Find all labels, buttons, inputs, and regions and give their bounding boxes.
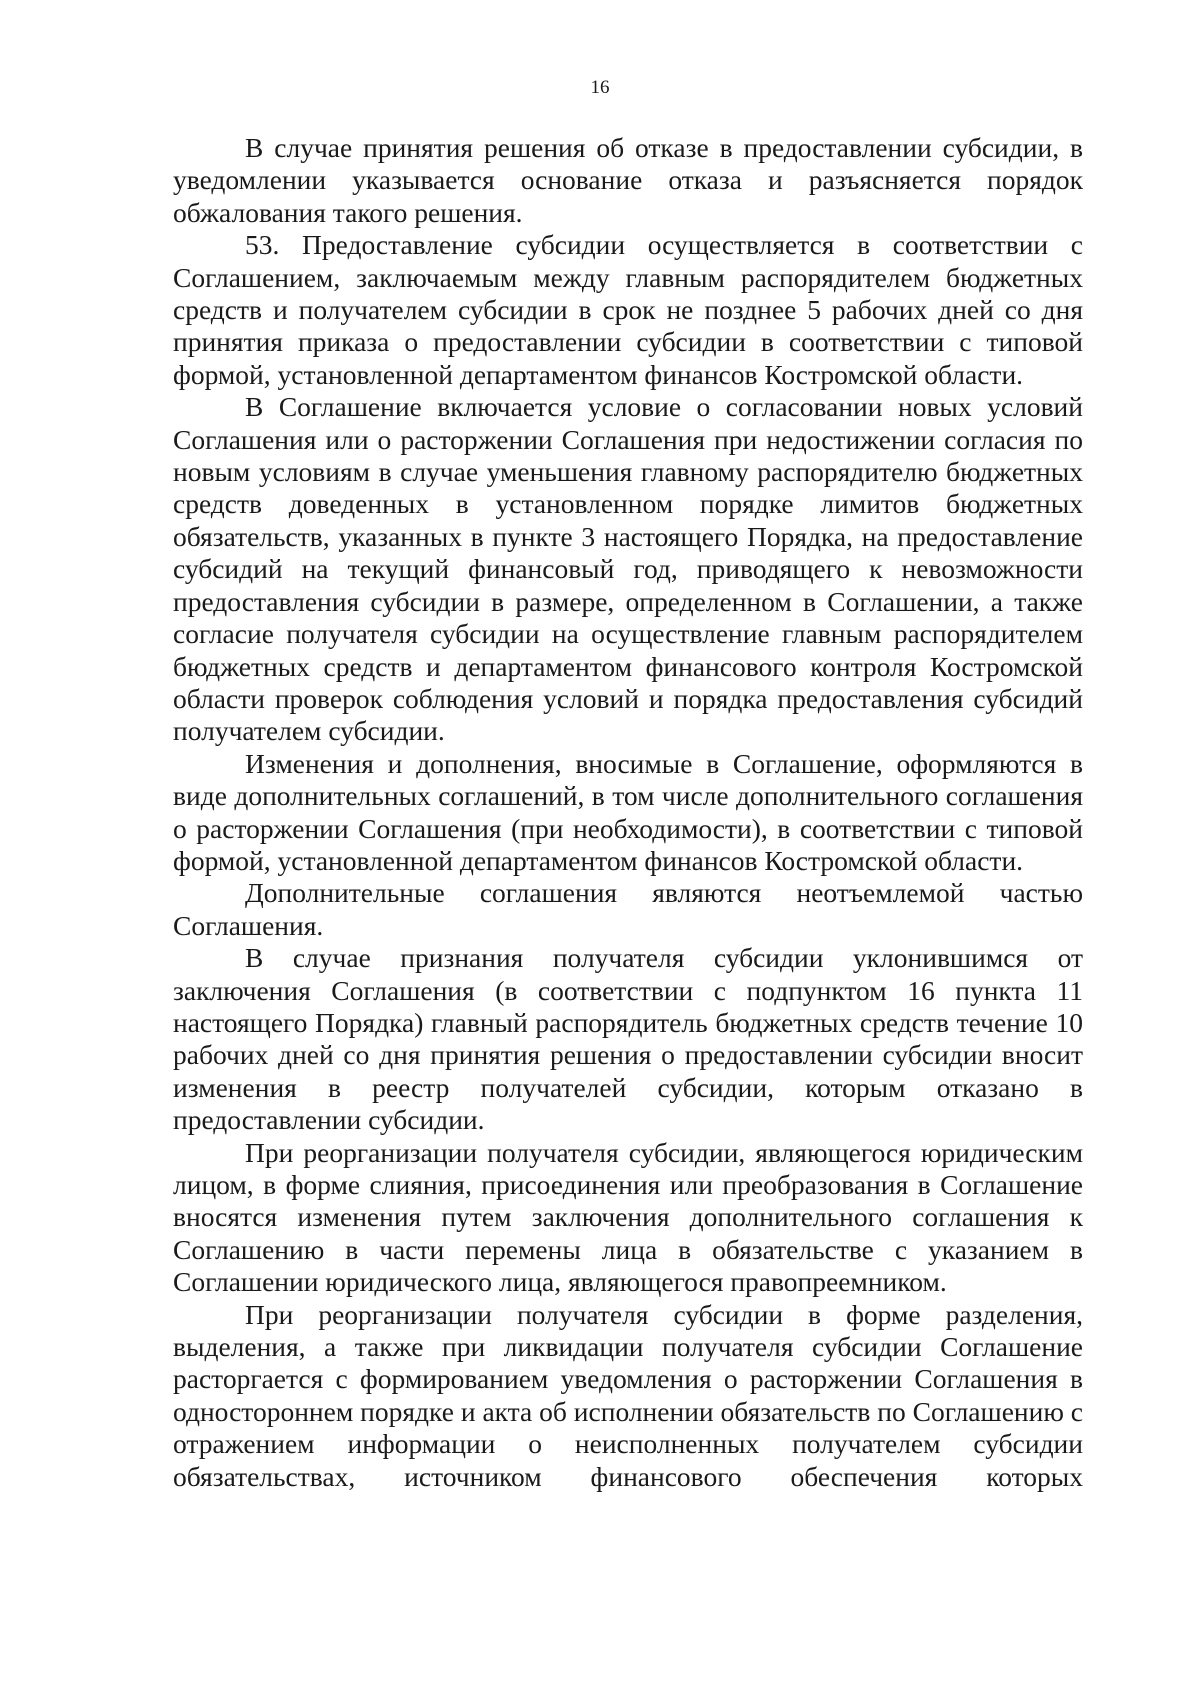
page-number: 16: [590, 77, 610, 98]
paragraph-amendments: Изменения и дополнения, вносимые в Соглашение, оформляются в виде дополнительных соглашений, в том числе дополнительного соглашения о расторжении Соглашения (при необходимости), в соответствии с типовой формой, установленной департаментом финансов Костромской области.: [173, 747, 1083, 876]
paragraph-item-53: 53. Предоставление субсидии осуществляется в соответствии с Соглашением, заключаемым между главным распорядителем бюджетных средств и получателем субсидии в срок не позднее 5 рабочих дней со дня принятия приказа о предоставлении субсидии в соответствии с типовой формой, установленной департаментом финансов Костромской области.: [173, 229, 1083, 390]
paragraph-agreement-conditions: В Соглашение включается условие о согласовании новых условий Соглашения или о расторжении Соглашения при недостижении согласия по новым условиям в случае уменьшения главному распорядителю бюджетных средств доведенных в установленном порядке лимитов бюджетных обязательств, указанных в пункте 3 настоящего Порядка, на предоставление субсидий на текущий финансовый год, приводящего к невозможности предоставления субсидии в размере, определенном в Соглашении, а также согласие получателя субсидии на осуществление главным распорядителем бюджетных средств и департаментом финансового контроля Костромской области проверок соблюдения условий и порядка предоставления субсидий получателем субсидии.: [173, 391, 1083, 747]
paragraph-reorganization-merger: При реорганизации получателя субсидии, являющегося юридическим лицом, в форме слияния, присоединения или преобразования в Соглашение вносятся изменения путем заключения дополнительного соглашения к Соглашению в части перемены лица в обязательстве с указанием в Соглашении юридического лица, являющегося правопреемником.: [173, 1136, 1083, 1298]
paragraph-evasion: В случае признания получателя субсидии уклонившимся от заключения Соглашения (в соответствии с подпунктом 16 пункта 11 настоящего Порядка) главный распорядитель бюджетных средств течение 10 рабочих дней со дня принятия решения о предоставлении субсидии вносит изменения в реестр получателей субсидии, которым отказано в предоставлении субсидии.: [173, 942, 1083, 1136]
paragraph-additional-agreements: Дополнительные соглашения являются неотъемлемой частью Соглашения.: [173, 877, 1083, 941]
document-body: [173, 132, 1083, 1493]
paragraph-refusal-notice: В случае принятия решения об отказе в предоставлении субсидии, в уведомлении указывается основание отказа и разъясняется порядок обжалования такого решения.: [173, 132, 1083, 228]
paragraph-reorganization-division: При реорганизации получателя субсидии в форме разделения, выделения, а также при ликвидации получателя субсидии Соглашение расторгается с формированием уведомления о расторжении Соглашения в одностороннем порядке и акта об исполнении обязательств по Соглашению с отражением информации о неисполненных получателем субсидии обязательствах, источником финансового обеспечения которых: [173, 1298, 1083, 1492]
